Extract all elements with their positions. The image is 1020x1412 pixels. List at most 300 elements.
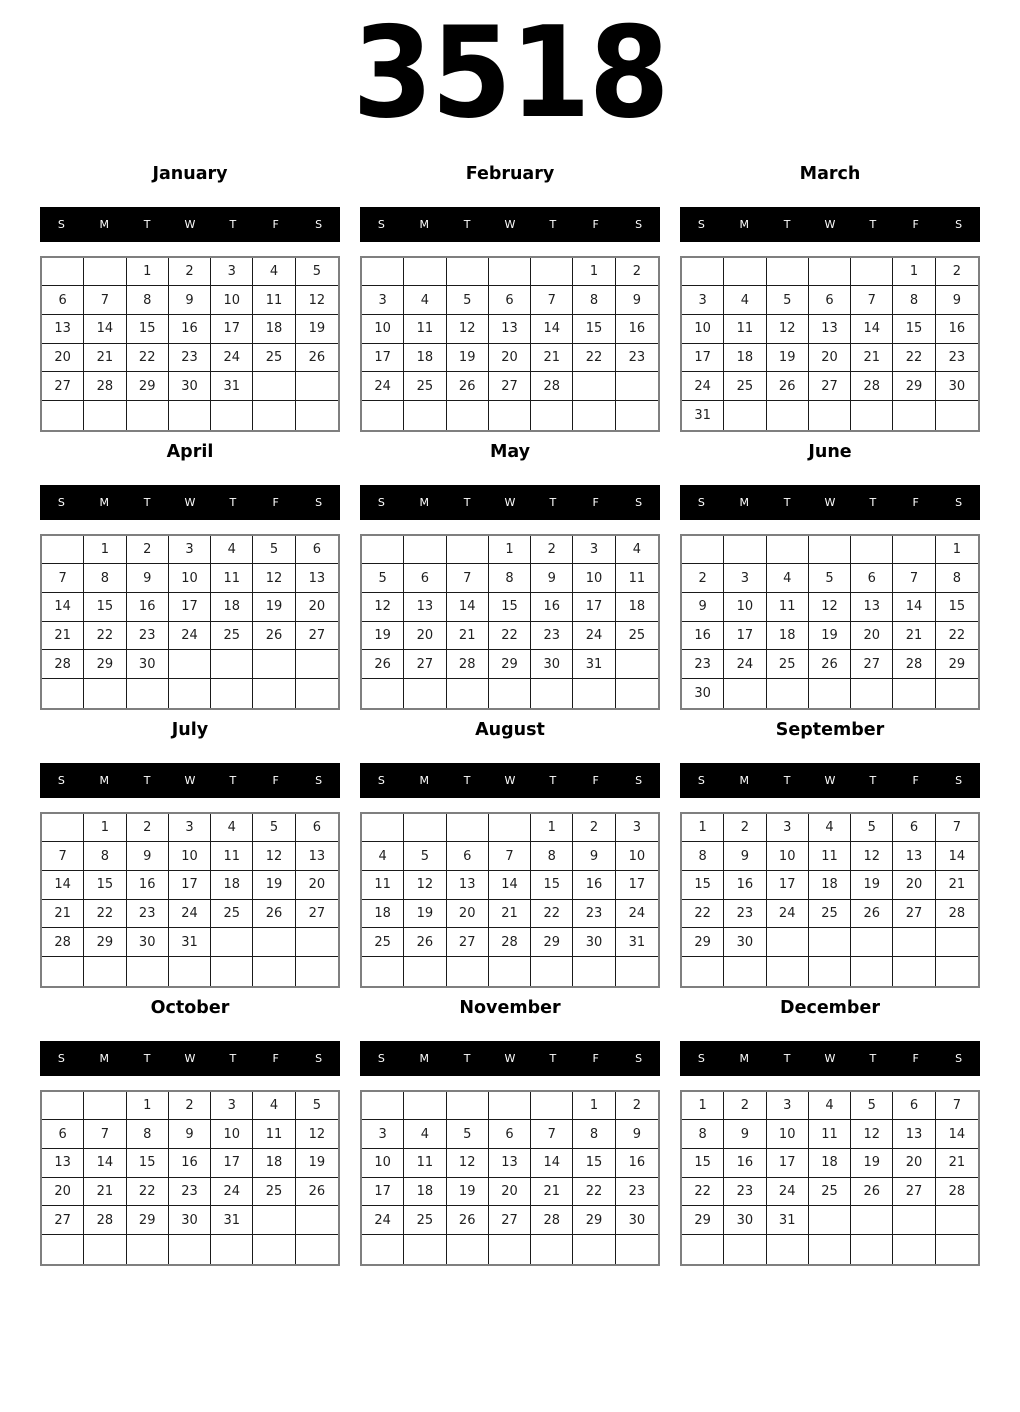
day-cell: 30 <box>169 372 211 401</box>
day-cell: 8 <box>682 1120 724 1149</box>
day-cell: 23 <box>169 1178 211 1207</box>
day-cell: 19 <box>253 871 295 900</box>
empty-day-cell <box>447 1235 489 1264</box>
weekday-label: S <box>635 495 643 509</box>
day-cell: 16 <box>724 871 766 900</box>
day-cell: 14 <box>851 315 893 344</box>
empty-day-cell <box>489 814 531 843</box>
weekday-label: S <box>315 1051 323 1065</box>
day-cell: 26 <box>447 1206 489 1235</box>
month-title: February <box>465 163 555 184</box>
empty-day-cell <box>936 957 978 986</box>
day-cell: 24 <box>169 622 211 651</box>
empty-day-cell <box>447 1092 489 1121</box>
day-cell: 2 <box>127 536 169 565</box>
empty-day-cell <box>211 928 253 957</box>
empty-day-cell <box>127 957 169 986</box>
empty-day-cell <box>893 1206 935 1235</box>
day-cell: 26 <box>296 344 338 373</box>
empty-day-cell <box>851 928 893 957</box>
day-cell: 5 <box>767 286 809 315</box>
day-cell: 8 <box>682 842 724 871</box>
day-cell: 10 <box>169 842 211 871</box>
day-cell: 21 <box>936 1149 978 1178</box>
day-cell: 17 <box>362 344 404 373</box>
weekday-label: F <box>592 773 599 787</box>
day-cell: 13 <box>296 842 338 871</box>
weekday-label: T <box>463 217 471 231</box>
weekday-label: T <box>229 1051 237 1065</box>
day-cell: 1 <box>573 258 615 287</box>
day-cell: 11 <box>253 286 295 315</box>
day-cell: 25 <box>362 928 404 957</box>
weekday-label: T <box>549 773 557 787</box>
weekday-header-bar <box>680 1041 980 1076</box>
day-cell: 4 <box>404 286 446 315</box>
day-cell: 21 <box>84 1178 126 1207</box>
day-cell: 5 <box>447 1120 489 1149</box>
empty-day-cell <box>531 401 573 430</box>
day-cell: 31 <box>211 1206 253 1235</box>
weekday-label: S <box>697 773 705 787</box>
weekday-label: W <box>824 1051 836 1065</box>
month-block-november <box>360 996 660 1266</box>
weekday-header-bar <box>680 763 980 798</box>
day-cell: 28 <box>851 372 893 401</box>
day-cell: 29 <box>84 928 126 957</box>
day-cell: 9 <box>169 286 211 315</box>
day-cell: 18 <box>809 1149 851 1178</box>
empty-day-cell <box>616 650 658 679</box>
empty-day-cell <box>84 401 126 430</box>
empty-day-cell <box>936 928 978 957</box>
day-cell: 29 <box>573 1206 615 1235</box>
day-cell: 25 <box>809 1178 851 1207</box>
day-cell: 8 <box>127 286 169 315</box>
month-title: August <box>475 719 545 740</box>
day-cell: 22 <box>893 344 935 373</box>
day-cell: 31 <box>169 928 211 957</box>
empty-day-cell <box>531 1092 573 1121</box>
day-cell: 28 <box>489 928 531 957</box>
empty-day-cell <box>404 536 446 565</box>
day-cell: 14 <box>531 1149 573 1178</box>
day-cell: 6 <box>447 842 489 871</box>
weekday-label: T <box>869 217 877 231</box>
day-cell: 30 <box>724 928 766 957</box>
day-cell: 30 <box>127 928 169 957</box>
day-cell: 12 <box>296 286 338 315</box>
day-cell: 13 <box>809 315 851 344</box>
day-cell: 11 <box>253 1120 295 1149</box>
day-cell: 15 <box>573 315 615 344</box>
day-cell: 19 <box>296 1149 338 1178</box>
day-cell: 24 <box>211 344 253 373</box>
empty-day-cell <box>447 957 489 986</box>
month-day-grid <box>360 534 660 710</box>
day-cell: 1 <box>127 258 169 287</box>
day-cell: 16 <box>169 315 211 344</box>
day-cell: 27 <box>42 372 84 401</box>
day-cell: 13 <box>42 1149 84 1178</box>
day-cell: 26 <box>447 372 489 401</box>
day-cell: 9 <box>936 286 978 315</box>
weekday-label: W <box>824 217 836 231</box>
weekday-label: T <box>463 773 471 787</box>
day-cell: 31 <box>682 401 724 430</box>
empty-day-cell <box>447 258 489 287</box>
day-cell: 27 <box>404 650 446 679</box>
day-cell: 25 <box>616 622 658 651</box>
empty-day-cell <box>489 258 531 287</box>
empty-day-cell <box>851 1206 893 1235</box>
weekday-label: W <box>184 1051 196 1065</box>
weekday-label: M <box>419 1051 430 1065</box>
day-cell: 1 <box>682 814 724 843</box>
day-cell: 18 <box>362 900 404 929</box>
day-cell: 23 <box>616 344 658 373</box>
weekday-label: T <box>229 495 237 509</box>
empty-day-cell <box>682 258 724 287</box>
day-cell: 1 <box>84 814 126 843</box>
weekday-label: M <box>99 1051 110 1065</box>
month-block-july <box>40 718 340 988</box>
day-cell: 11 <box>724 315 766 344</box>
day-cell: 24 <box>767 900 809 929</box>
day-cell: 12 <box>253 564 295 593</box>
day-cell: 22 <box>84 622 126 651</box>
day-cell: 29 <box>936 650 978 679</box>
day-cell: 26 <box>296 1178 338 1207</box>
empty-day-cell <box>362 258 404 287</box>
month-title: June <box>808 441 852 462</box>
month-day-grid <box>680 1090 980 1266</box>
empty-day-cell <box>253 957 295 986</box>
day-cell: 6 <box>42 1120 84 1149</box>
day-cell: 29 <box>893 372 935 401</box>
day-cell: 10 <box>362 1149 404 1178</box>
day-cell: 24 <box>682 372 724 401</box>
day-cell: 28 <box>936 1178 978 1207</box>
weekday-label: M <box>419 495 430 509</box>
weekday-label: M <box>739 495 750 509</box>
day-cell: 2 <box>616 1092 658 1121</box>
day-cell: 4 <box>724 286 766 315</box>
empty-day-cell <box>936 1235 978 1264</box>
weekday-label: F <box>272 1051 279 1065</box>
day-cell: 7 <box>936 814 978 843</box>
weekday-header-bar <box>40 207 340 242</box>
weekday-label: S <box>955 1051 963 1065</box>
empty-day-cell <box>296 372 338 401</box>
weekday-label: S <box>315 495 323 509</box>
day-cell: 3 <box>767 1092 809 1121</box>
day-cell: 12 <box>767 315 809 344</box>
day-cell: 5 <box>296 1092 338 1121</box>
day-cell: 27 <box>296 900 338 929</box>
day-cell: 25 <box>404 1206 446 1235</box>
empty-day-cell <box>809 536 851 565</box>
day-cell: 20 <box>404 622 446 651</box>
day-cell: 13 <box>489 315 531 344</box>
day-cell: 2 <box>724 1092 766 1121</box>
empty-day-cell <box>893 679 935 708</box>
day-cell: 22 <box>127 344 169 373</box>
day-cell: 4 <box>404 1120 446 1149</box>
empty-day-cell <box>362 401 404 430</box>
day-cell: 28 <box>893 650 935 679</box>
empty-day-cell <box>767 536 809 565</box>
day-cell: 13 <box>893 1120 935 1149</box>
day-cell: 20 <box>296 593 338 622</box>
day-cell: 22 <box>84 900 126 929</box>
weekday-label: T <box>143 1051 151 1065</box>
day-cell: 9 <box>169 1120 211 1149</box>
month-block-june <box>680 440 980 710</box>
day-cell: 9 <box>724 1120 766 1149</box>
day-cell: 18 <box>404 1178 446 1207</box>
empty-day-cell <box>573 679 615 708</box>
weekday-label: F <box>272 773 279 787</box>
day-cell: 13 <box>893 842 935 871</box>
weekday-label: S <box>697 495 705 509</box>
day-cell: 3 <box>767 814 809 843</box>
empty-day-cell <box>489 679 531 708</box>
empty-day-cell <box>84 1235 126 1264</box>
weekday-label: S <box>635 1051 643 1065</box>
day-cell: 4 <box>809 814 851 843</box>
empty-day-cell <box>893 536 935 565</box>
day-cell: 26 <box>851 900 893 929</box>
empty-day-cell <box>573 372 615 401</box>
weekday-label: M <box>99 217 110 231</box>
day-cell: 8 <box>936 564 978 593</box>
day-cell: 9 <box>616 1120 658 1149</box>
day-cell: 22 <box>531 900 573 929</box>
empty-day-cell <box>573 1235 615 1264</box>
empty-day-cell <box>404 401 446 430</box>
weekday-label: S <box>955 495 963 509</box>
day-cell: 12 <box>447 1149 489 1178</box>
day-cell: 20 <box>489 1178 531 1207</box>
empty-day-cell <box>936 401 978 430</box>
day-cell: 10 <box>767 1120 809 1149</box>
weekday-label: W <box>824 773 836 787</box>
day-cell: 12 <box>809 593 851 622</box>
day-cell: 1 <box>936 536 978 565</box>
empty-day-cell <box>616 679 658 708</box>
day-cell: 23 <box>127 622 169 651</box>
day-cell: 14 <box>936 1120 978 1149</box>
day-cell: 1 <box>573 1092 615 1121</box>
day-cell: 27 <box>447 928 489 957</box>
day-cell: 14 <box>893 593 935 622</box>
day-cell: 8 <box>489 564 531 593</box>
weekday-label: F <box>912 495 919 509</box>
day-cell: 30 <box>573 928 615 957</box>
weekday-label: F <box>592 217 599 231</box>
day-cell: 20 <box>893 871 935 900</box>
day-cell: 21 <box>531 1178 573 1207</box>
day-cell: 4 <box>211 814 253 843</box>
day-cell: 28 <box>447 650 489 679</box>
weekday-label: S <box>315 217 323 231</box>
empty-day-cell <box>724 957 766 986</box>
day-cell: 28 <box>42 650 84 679</box>
month-day-grid <box>40 812 340 988</box>
day-cell: 31 <box>616 928 658 957</box>
day-cell: 25 <box>253 1178 295 1207</box>
weekday-label: T <box>143 217 151 231</box>
day-cell: 28 <box>84 1206 126 1235</box>
weekday-label: T <box>783 773 791 787</box>
day-cell: 4 <box>616 536 658 565</box>
day-cell: 17 <box>169 871 211 900</box>
empty-day-cell <box>531 1235 573 1264</box>
day-cell: 7 <box>447 564 489 593</box>
empty-day-cell <box>936 1206 978 1235</box>
day-cell: 3 <box>616 814 658 843</box>
day-cell: 20 <box>447 900 489 929</box>
day-cell: 30 <box>936 372 978 401</box>
day-cell: 24 <box>362 372 404 401</box>
day-cell: 12 <box>447 315 489 344</box>
day-cell: 30 <box>724 1206 766 1235</box>
day-cell: 7 <box>84 286 126 315</box>
day-cell: 8 <box>531 842 573 871</box>
month-block-february <box>360 162 660 432</box>
day-cell: 16 <box>936 315 978 344</box>
empty-day-cell <box>211 650 253 679</box>
empty-day-cell <box>211 957 253 986</box>
day-cell: 22 <box>936 622 978 651</box>
day-cell: 18 <box>253 315 295 344</box>
weekday-label: W <box>504 217 516 231</box>
day-cell: 3 <box>724 564 766 593</box>
day-cell: 6 <box>489 1120 531 1149</box>
day-cell: 29 <box>682 928 724 957</box>
weekday-label: W <box>504 773 516 787</box>
day-cell: 15 <box>893 315 935 344</box>
weekday-label: S <box>377 773 385 787</box>
day-cell: 15 <box>84 593 126 622</box>
day-cell: 21 <box>851 344 893 373</box>
day-cell: 25 <box>211 900 253 929</box>
day-cell: 7 <box>84 1120 126 1149</box>
empty-day-cell <box>127 679 169 708</box>
day-cell: 6 <box>893 1092 935 1121</box>
day-cell: 28 <box>531 1206 573 1235</box>
day-cell: 28 <box>84 372 126 401</box>
day-cell: 26 <box>362 650 404 679</box>
day-cell: 13 <box>296 564 338 593</box>
day-cell: 15 <box>127 1149 169 1178</box>
day-cell: 22 <box>682 900 724 929</box>
day-cell: 12 <box>851 1120 893 1149</box>
day-cell: 15 <box>936 593 978 622</box>
day-cell: 26 <box>404 928 446 957</box>
empty-day-cell <box>296 679 338 708</box>
weekday-label: F <box>272 495 279 509</box>
weekday-label: W <box>504 495 516 509</box>
empty-day-cell <box>253 401 295 430</box>
day-cell: 19 <box>296 315 338 344</box>
day-cell: 2 <box>616 258 658 287</box>
day-cell: 27 <box>809 372 851 401</box>
day-cell: 29 <box>84 650 126 679</box>
day-cell: 26 <box>253 900 295 929</box>
day-cell: 13 <box>851 593 893 622</box>
day-cell: 7 <box>489 842 531 871</box>
empty-day-cell <box>809 957 851 986</box>
day-cell: 23 <box>616 1178 658 1207</box>
day-cell: 24 <box>616 900 658 929</box>
day-cell: 27 <box>42 1206 84 1235</box>
empty-day-cell <box>936 679 978 708</box>
day-cell: 8 <box>573 1120 615 1149</box>
day-cell: 5 <box>296 258 338 287</box>
weekday-label: M <box>99 495 110 509</box>
empty-day-cell <box>127 1235 169 1264</box>
weekday-header-bar <box>360 1041 660 1076</box>
weekday-label: T <box>783 1051 791 1065</box>
day-cell: 15 <box>84 871 126 900</box>
day-cell: 7 <box>936 1092 978 1121</box>
empty-day-cell <box>724 536 766 565</box>
day-cell: 25 <box>404 372 446 401</box>
weekday-header-bar <box>40 1041 340 1076</box>
empty-day-cell <box>767 679 809 708</box>
empty-day-cell <box>489 1092 531 1121</box>
day-cell: 6 <box>296 814 338 843</box>
day-cell: 27 <box>296 622 338 651</box>
empty-day-cell <box>211 401 253 430</box>
day-cell: 5 <box>447 286 489 315</box>
day-cell: 10 <box>362 315 404 344</box>
day-cell: 17 <box>211 315 253 344</box>
empty-day-cell <box>489 957 531 986</box>
empty-day-cell <box>531 957 573 986</box>
day-cell: 6 <box>42 286 84 315</box>
weekday-label: S <box>315 773 323 787</box>
month-day-grid <box>360 256 660 432</box>
empty-day-cell <box>404 1092 446 1121</box>
empty-day-cell <box>616 401 658 430</box>
empty-day-cell <box>724 258 766 287</box>
day-cell: 13 <box>42 315 84 344</box>
empty-day-cell <box>253 650 295 679</box>
day-cell: 19 <box>851 1149 893 1178</box>
day-cell: 19 <box>253 593 295 622</box>
day-cell: 9 <box>616 286 658 315</box>
month-title: March <box>799 163 861 184</box>
day-cell: 5 <box>362 564 404 593</box>
weekday-label: M <box>419 773 430 787</box>
empty-day-cell <box>489 1235 531 1264</box>
day-cell: 6 <box>893 814 935 843</box>
day-cell: 3 <box>169 814 211 843</box>
day-cell: 7 <box>851 286 893 315</box>
weekday-label: S <box>955 217 963 231</box>
day-cell: 31 <box>573 650 615 679</box>
empty-day-cell <box>404 957 446 986</box>
day-cell: 9 <box>127 842 169 871</box>
day-cell: 28 <box>42 928 84 957</box>
weekday-label: S <box>377 495 385 509</box>
day-cell: 20 <box>489 344 531 373</box>
month-title: April <box>166 441 214 462</box>
day-cell: 3 <box>169 536 211 565</box>
